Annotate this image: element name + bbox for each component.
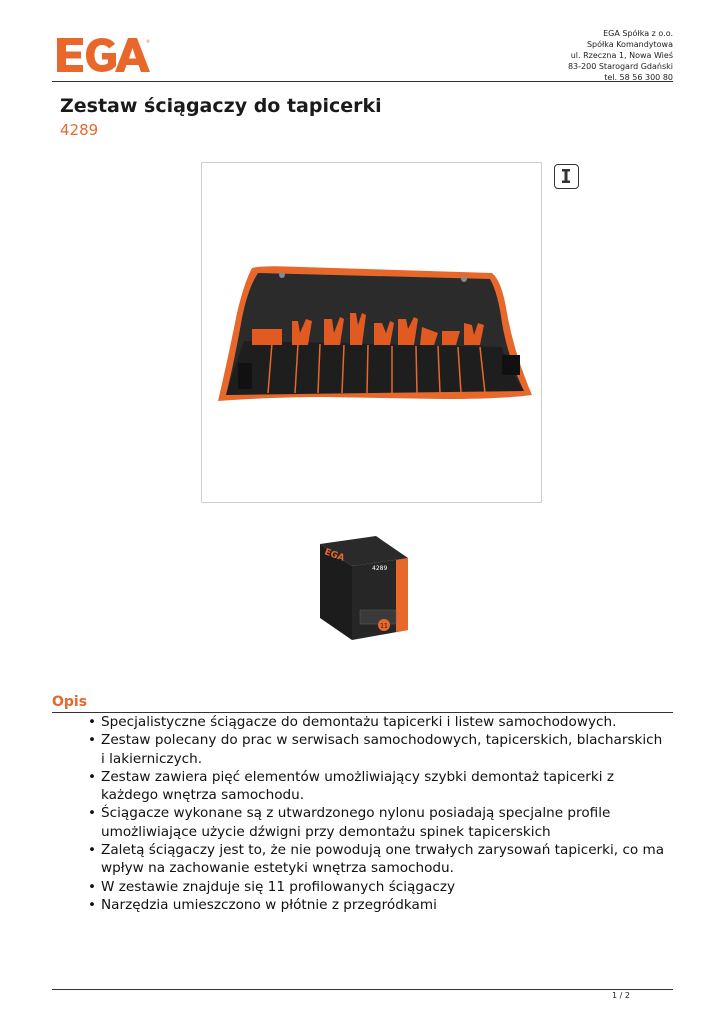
- company-name: EGA Spółka z o.o.: [603, 29, 673, 38]
- box-brand-label: EGA: [322, 547, 346, 564]
- company-phone: tel. 58 56 300 80: [604, 73, 673, 82]
- list-item: • Ściągacze wykonane są z utwardzonego nylonu posiadają specjalne profile umożliwiające użycie dźwigni przy demontażu spinek tapicerskich: [88, 804, 668, 841]
- product-box-thumbnail[interactable]: [312, 532, 412, 642]
- ega-logo: [57, 38, 151, 72]
- box-count-badge: 11: [380, 622, 388, 630]
- box-code-label: 4289: [372, 565, 388, 572]
- list-item: • Zestaw zawiera pięć elementów umożliwiający szybki demontaż tapicerki z każdego wnętrza samochodu.: [88, 768, 668, 805]
- company-address: [568, 28, 673, 83]
- page-number: 1 / 2: [612, 991, 630, 1000]
- product-box-illustration: [312, 532, 412, 642]
- list-item: • W zestawie znajduje się 11 profilowanych ściągaczy: [88, 878, 668, 896]
- list-item: • Zaletą ściągaczy jest to, że nie powodują one trwałych zarysowań tapicerki, co ma wpływ na zachowanie estetyki wnętrza samochodu.: [88, 841, 668, 878]
- company-type: Spółka Komandytowa: [586, 40, 673, 49]
- svg-text:®: ®: [146, 39, 150, 44]
- info-icon[interactable]: [554, 164, 579, 189]
- list-item: • Zestaw polecany do prac w serwisach samochodowych, tapicerskich, blacharskich i lakierniczych.: [88, 731, 668, 768]
- product-code: 4289: [60, 121, 99, 139]
- list-item: • Specjalistyczne ściągacze do demontażu tapicerki i listew samochodowych.: [88, 713, 668, 731]
- product-title: Zestaw ściągaczy do tapicerki: [60, 95, 382, 117]
- footer-divider: [52, 989, 673, 990]
- tool-roll-illustration: [202, 163, 541, 502]
- list-item: • Narzędzia umieszczono w płótnie z przegródkami: [88, 896, 668, 914]
- company-street: ul. Rzeczna 1, Nowa Wieś: [570, 51, 673, 60]
- company-city: 83-200 Starogard Gdański: [567, 62, 673, 71]
- description-heading: Opis: [52, 694, 88, 710]
- ega-logo-graphic: [57, 38, 151, 72]
- page-header: [52, 28, 673, 82]
- description-list: [88, 713, 668, 914]
- product-main-image[interactable]: [201, 162, 542, 503]
- info-icon-glyph: [555, 165, 577, 187]
